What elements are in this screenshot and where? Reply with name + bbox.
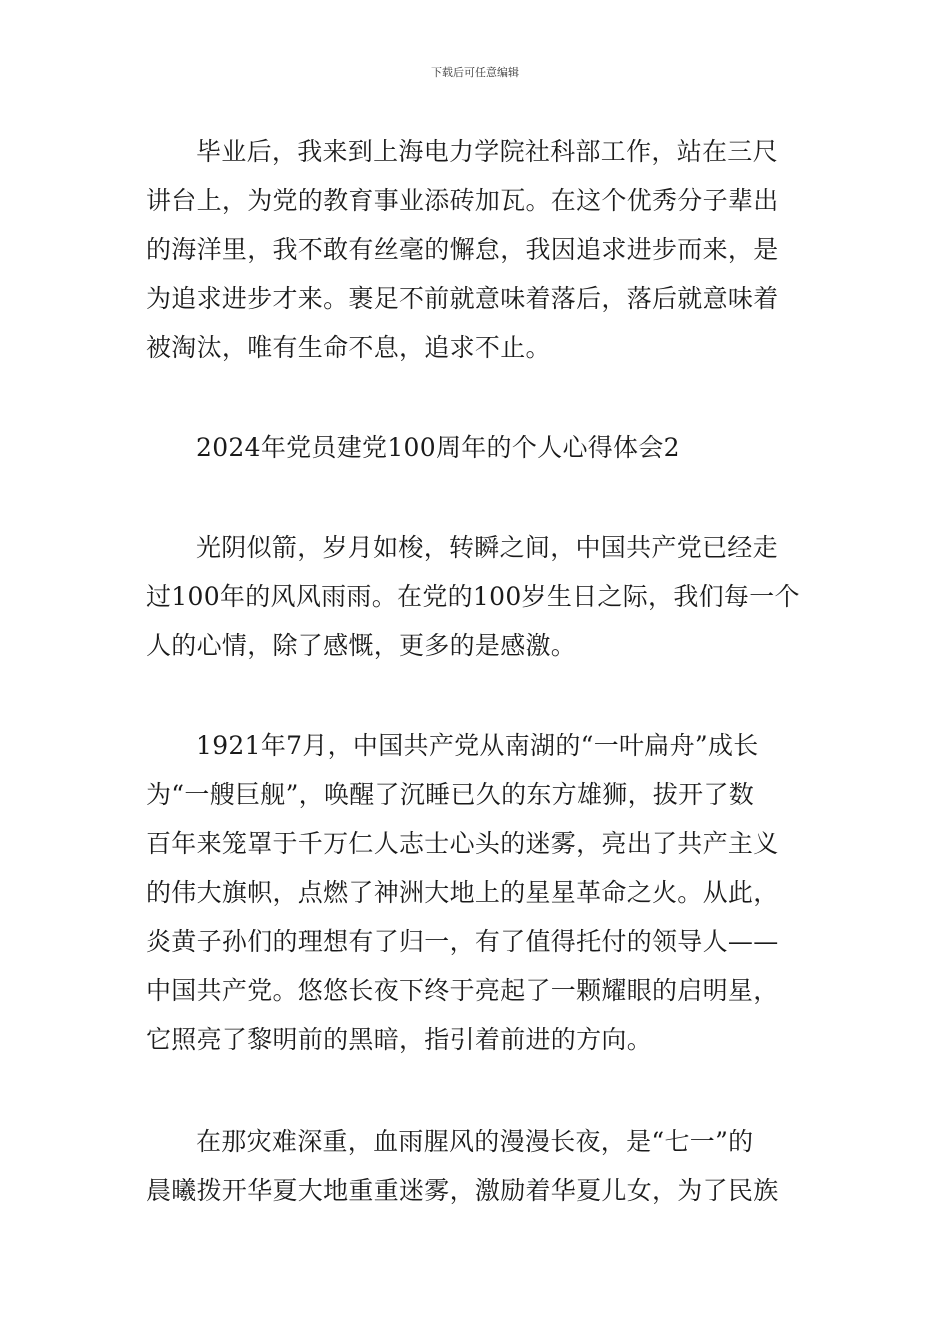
text-line: 人的心情，除了感慨，更多的是感激。: [146, 631, 577, 660]
text-line: 百年来笼罩于千万仁人志士心头的迷雾，亮出了共产主义: [146, 829, 779, 858]
text-line: 为“一艘巨舰”，唤醒了沉睡已久的东方雄狮，拔开了数: [146, 780, 755, 809]
text-line: 在那灾难深重，血雨腥风的漫漫长夜，是“七一”的: [196, 1127, 754, 1156]
text-line: 毕业后，我来到上海电力学院社科部工作，站在三尺: [196, 137, 778, 166]
text-line: 的海洋里，我不敢有丝毫的懈怠，我因追求进步而来，是: [146, 235, 779, 264]
text-line: 光阴似箭，岁月如梭，转瞬之间，中国共产党已经走: [196, 533, 778, 562]
text-line: 过100年的风风雨雨。在党的100岁生日之际，我们每一个: [146, 582, 800, 611]
text-line: 的伟大旗帜，点燃了神洲大地上的星星革命之火。从此，: [146, 878, 779, 907]
text-line: 1921年7月，中国共产党从南湖的“一叶扁舟”成长: [196, 731, 759, 760]
heading-line: 2024年党员建党100周年的个人心得体会2: [196, 433, 680, 462]
text-line: 中国共产党。悠悠长夜下终于亮起了一颗耀眼的启明星，: [146, 976, 779, 1005]
text-line: 炎黄子孙们的理想有了归一，有了值得托付的领导人——: [146, 927, 779, 956]
text-line: 它照亮了黎明前的黑暗，指引着前进的方向。: [146, 1025, 653, 1054]
text-line: 被淘汰，唯有生命不息，追求不止。: [146, 333, 551, 362]
text-line: 晨曦拨开华夏大地重重迷雾，激励着华夏儿女，为了民族: [146, 1176, 779, 1205]
page-header: 下载后可任意编辑: [431, 66, 519, 79]
text-line: 为追求进步才来。裹足不前就意味着落后，落后就意味着: [146, 284, 779, 313]
text-line: 讲台上，为党的教育事业添砖加瓦。在这个优秀分子辈出: [146, 186, 779, 215]
